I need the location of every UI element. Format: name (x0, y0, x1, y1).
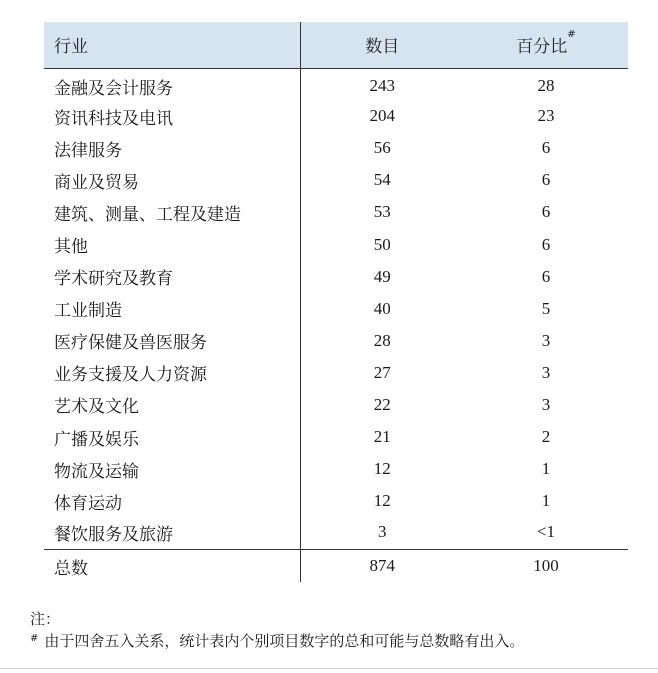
row-percent: 2 (541, 427, 551, 447)
table-row (44, 453, 628, 485)
row-industry: 金融及会计服务 (44, 68, 300, 100)
row-count: 22 (373, 394, 391, 414)
industry-table (44, 22, 628, 582)
bottom-divider (0, 668, 658, 669)
header-row (44, 22, 628, 68)
table-row (44, 485, 628, 517)
header-count: 数目 (365, 37, 400, 58)
row-count: 21 (373, 427, 391, 447)
total-label: 总数 (44, 549, 300, 582)
row-percent: <1 (536, 522, 556, 542)
row-industry: 资讯科技及电讯 (44, 100, 300, 132)
row-industry: 法律服务 (44, 132, 300, 164)
table-row (44, 132, 628, 164)
row-industry: 体育运动 (44, 485, 300, 517)
table-row (44, 100, 628, 132)
table-row (44, 196, 628, 228)
row-percent: 5 (541, 298, 551, 318)
notes-title: 注： (30, 610, 61, 628)
table-row (44, 517, 628, 549)
table-row (44, 68, 628, 100)
table-row (44, 325, 628, 357)
row-percent: 3 (541, 330, 551, 350)
row-percent: 23 (537, 106, 555, 126)
row-industry: 物流及运输 (44, 453, 300, 485)
table-row (44, 164, 628, 196)
row-percent: 6 (541, 202, 551, 222)
row-percent: 1 (541, 459, 551, 479)
row-industry: 艺术及文化 (44, 389, 300, 421)
row-count: 53 (373, 202, 391, 222)
row-industry: 其他 (44, 228, 300, 260)
total-count: 874 (369, 556, 395, 576)
row-industry: 商业及贸易 (44, 164, 300, 196)
row-count: 28 (373, 330, 391, 350)
row-percent: 6 (541, 138, 551, 158)
row-count: 50 (373, 234, 391, 254)
table-row (44, 228, 628, 260)
table-row (44, 389, 628, 421)
total-percent: 100 (533, 556, 559, 576)
row-count: 27 (373, 362, 391, 382)
table-row (44, 261, 628, 293)
row-percent: 3 (541, 362, 551, 382)
row-count: 56 (373, 138, 391, 158)
footnote-text: 由于四舍五入关系，统计表内个别项目数字的总和可能与总数略有出入。 (44, 632, 525, 650)
table-body (44, 68, 628, 549)
row-industry: 餐饮服务及旅游 (44, 517, 300, 549)
row-count: 243 (369, 76, 395, 96)
header-percent-label: 百分比 (516, 37, 568, 58)
footnote-line (30, 630, 650, 652)
header-percent (464, 22, 628, 68)
row-count: 12 (373, 491, 391, 511)
row-industry: 广播及娱乐 (44, 421, 300, 453)
row-count: 54 (373, 170, 391, 190)
footnotes (30, 608, 650, 652)
row-count: 204 (369, 106, 395, 126)
row-industry: 学术研究及教育 (44, 261, 300, 293)
industry-table-container (44, 22, 628, 582)
table-header (44, 22, 628, 68)
row-percent: 6 (541, 170, 551, 190)
table-row (44, 357, 628, 389)
row-count: 3 (378, 522, 387, 542)
row-percent: 6 (541, 234, 551, 254)
row-percent: 28 (537, 76, 555, 96)
header-industry: 行业 (44, 22, 300, 68)
row-industry: 建筑、测量、工程及建造 (44, 196, 300, 228)
row-industry: 医疗保健及兽医服务 (44, 325, 300, 357)
row-percent: 6 (541, 266, 551, 286)
row-percent: 1 (541, 491, 551, 511)
footnote-mark: # (30, 633, 39, 644)
row-industry: 业务支援及人力资源 (44, 357, 300, 389)
header-percent-mark: # (567, 29, 576, 41)
row-count: 12 (373, 459, 391, 479)
total-row (44, 549, 628, 582)
row-count: 49 (373, 266, 391, 286)
table-row (44, 421, 628, 453)
row-industry: 工业制造 (44, 293, 300, 325)
row-percent: 3 (541, 394, 551, 414)
row-count: 40 (373, 298, 391, 318)
table-row (44, 293, 628, 325)
